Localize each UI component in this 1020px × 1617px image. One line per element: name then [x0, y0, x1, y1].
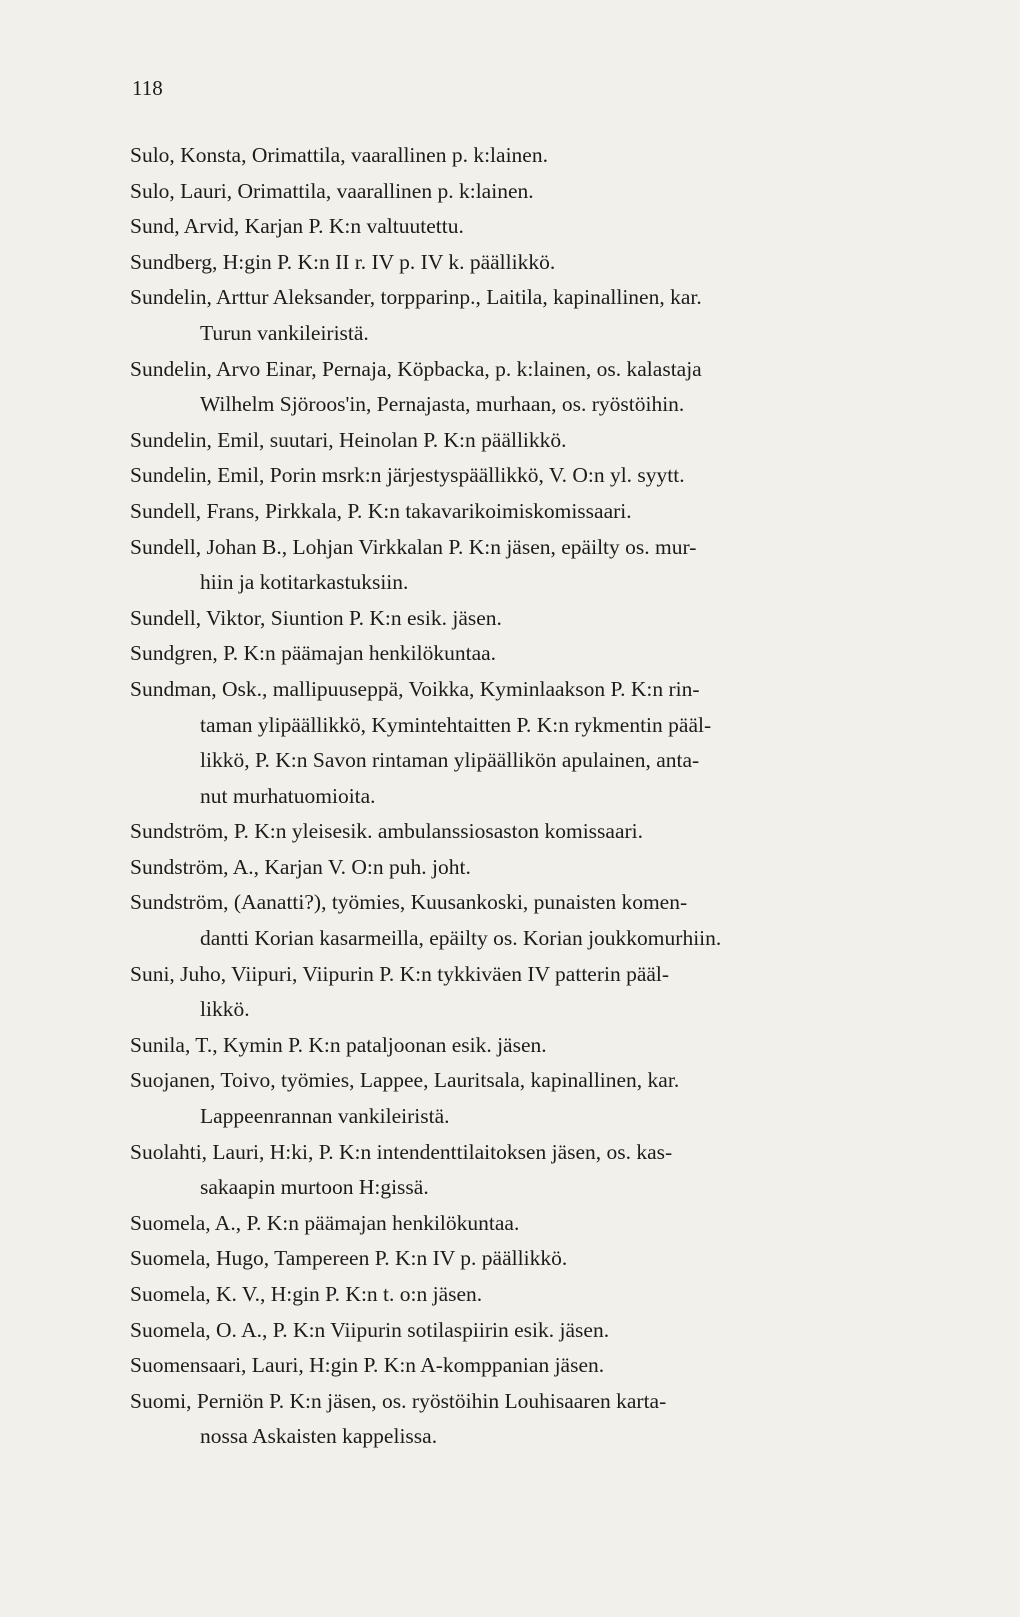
entry-line: Sundell, Johan B., Lohjan Virkkalan P. K:n jäsen, epäilty os. mur-: [130, 534, 697, 559]
entry-line: Suomela, Hugo, Tampereen P. K:n IV p. päällikkö.: [130, 1246, 568, 1271]
entry-line: Sundström, (Aanatti?), työmies, Kuusankoski, punaisten komen-: [130, 890, 688, 915]
entry-line: Suni, Juho, Viipuri, Viipurin P. K:n tykkiväen IV patterin pääl-: [130, 961, 670, 986]
entry-continuation-line: Lappeenrannan vankileiristä.: [200, 1104, 450, 1129]
entry-line: Sundberg, H:gin P. K:n II r. IV p. IV k. päällikkö.: [130, 249, 556, 274]
entry-continuation-line: taman ylipäällikkö, Kymintehtaitten P. K:n rykmentin pääl-: [200, 712, 712, 737]
entry-continuation-line: dantti Korian kasarmeilla, epäilty os. Korian joukkomurhiin.: [200, 926, 722, 951]
entry-line: Sundgren, P. K:n päämajan henkilökuntaa.: [130, 641, 497, 666]
register-entries: [130, 138, 922, 1455]
entry-line: Sundell, Viktor, Siuntion P. K:n esik. jäsen.: [130, 605, 502, 630]
entry-line: Sund, Arvid, Karjan P. K:n valtuutettu.: [130, 214, 464, 239]
entry-line: Suomi, Perniön P. K:n jäsen, os. ryöstöihin Louhisaaren karta-: [130, 1388, 667, 1413]
entry-line: Sundelin, Emil, Porin msrk:n järjestyspäällikkö, V. O:n yl. syytt.: [130, 463, 685, 488]
entry-continuation-line: nossa Askaisten kappelissa.: [200, 1424, 438, 1449]
entry-line: Sundström, A., Karjan V. O:n puh. joht.: [130, 854, 471, 879]
entry-line: Sundman, Osk., mallipuuseppä, Voikka, Kyminlaakson P. K:n rin-: [130, 676, 700, 701]
entry-line: Sundström, P. K:n yleisesik. ambulanssiosaston komissaari.: [130, 819, 644, 844]
entry-line: Sulo, Konsta, Orimattila, vaarallinen p. k:lainen.: [130, 143, 548, 167]
entry-line: Sundelin, Arvo Einar, Pernaja, Köpbacka, p. k:lainen, os. kalastaja: [130, 356, 702, 381]
entry-line: Suomensaari, Lauri, H:gin P. K:n A-komppanian jäsen.: [130, 1353, 605, 1378]
entry-continuation-line: likkö, P. K:n Savon rintaman ylipäällikön apulainen, anta-: [200, 748, 700, 773]
entry-line: Suojanen, Toivo, työmies, Lappee, Lauritsala, kapinallinen, kar.: [130, 1068, 680, 1093]
entry-line: Sundelin, Arttur Aleksander, torpparinp., Laitila, kapinallinen, kar.: [130, 285, 702, 310]
entry-line: Suolahti, Lauri, H:ki, P. K:n intendenttilaitoksen jäsen, os. kas-: [130, 1139, 673, 1164]
entry-continuation-line: sakaapin murtoon H:gissä.: [200, 1175, 429, 1200]
entry-continuation-line: Turun vankileiristä.: [200, 320, 369, 345]
entry-line: Sunila, T., Kymin P. K:n pataljoonan esik. jäsen.: [130, 1032, 547, 1057]
entry-line: Sundelin, Emil, suutari, Heinolan P. K:n päällikkö.: [130, 427, 567, 452]
entry-continuation-line: hiin ja kotitarkastuksiin.: [200, 570, 409, 595]
entry-line: Sundell, Frans, Pirkkala, P. K:n takavarikoimiskomissaari.: [130, 498, 632, 523]
page-number: 118: [132, 76, 163, 100]
entry-line: Sulo, Lauri, Orimattila, vaarallinen p. k:lainen.: [130, 178, 534, 203]
entry-line: Suomela, K. V., H:gin P. K:n t. o:n jäsen.: [130, 1282, 483, 1306]
entry-line: Suomela, O. A., P. K:n Viipurin sotilaspiirin esik. jäsen.: [130, 1317, 610, 1342]
entry-continuation-line: Wilhelm Sjöroos'in, Pernajasta, murhaan, os. ryöstöihin.: [200, 392, 685, 417]
entry-continuation-line: nut murhatuomioita.: [200, 783, 376, 808]
entry-continuation-line: likkö.: [200, 997, 250, 1022]
entry-line: Suomela, A., P. K:n päämajan henkilökuntaa.: [130, 1210, 520, 1235]
